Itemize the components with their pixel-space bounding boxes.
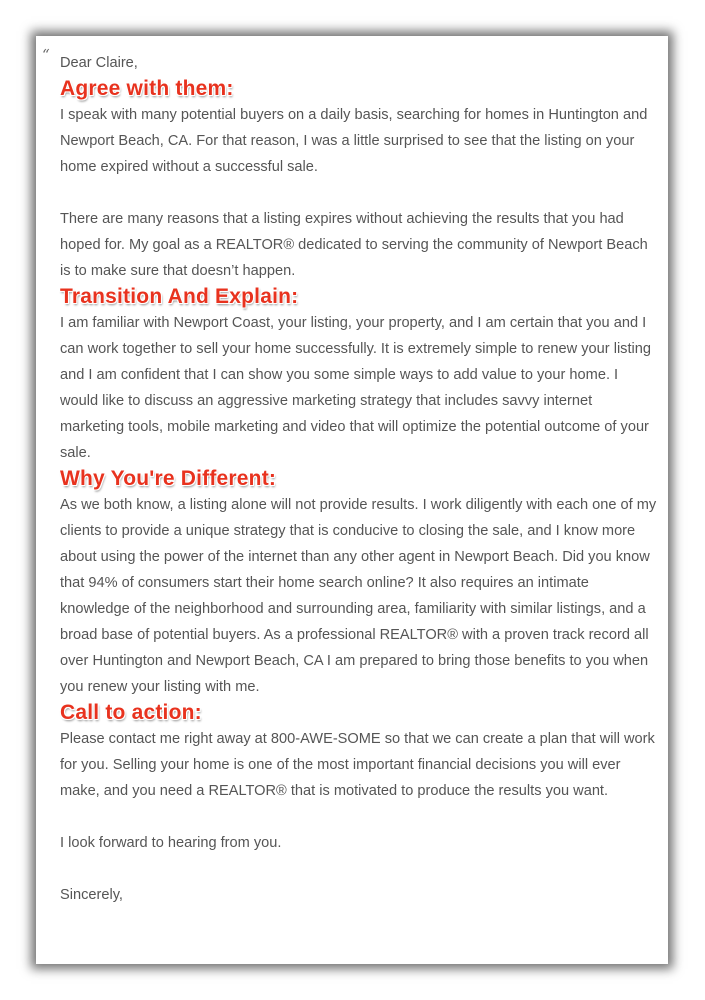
letter-body bbox=[60, 50, 660, 908]
paragraph-agree-1: I speak with many potential buyers on a daily basis, searching for homes in Huntington and Newport Beach, CA. For that reason, I was a little surprised to see that the listing on your home expired without a successful sale. bbox=[60, 107, 648, 175]
sign-off: Sincerely, bbox=[60, 887, 123, 903]
paragraph-different: As we both know, a listing alone will not provide results. I work diligently with each one of my clients to provide a unique strategy that is conducive to closing the sale, and I know more about using the power of the internet than any other agent in Newport Beach. Did you know that 94% of consumers start their home search online? It also requires an intimate knowledge of the neighborhood and surrounding area, familiarity with similar listings, and a broad base of potential buyers. As a professional REALTOR® with a proven track record all over Huntington and Newport Beach, CA I am prepared to bring those benefits to you when you renew your listing with me. bbox=[60, 497, 657, 695]
letter-card bbox=[36, 36, 668, 964]
section-heading-agree: Agree with them: bbox=[60, 77, 234, 100]
section-heading-call-to-action: Call to action: bbox=[60, 701, 202, 724]
section-heading-transition: Transition And Explain: bbox=[60, 285, 299, 308]
paragraph-transition: I am familiar with Newport Coast, your listing, your property, and I am certain that you and I can work together to sell your home successfully. It is extremely simple to renew your listing and I am confident that I can show you some simple ways to add value to your home. I would like to discuss an aggressive marketing strategy that includes savvy internet marketing tools, mobile marketing and video that will optimize the potential outcome of your sale. bbox=[60, 315, 652, 461]
paragraph-call-to-action: Please contact me right away at 800-AWE-SOME so that we can create a plan that will work for you. Selling your home is one of the most important financial decisions you will ever make, and you need a REALTOR® that is motivated to produce the results you want. bbox=[60, 731, 655, 799]
greeting: Dear Claire, bbox=[60, 55, 138, 71]
section-heading-different: Why You're Different: bbox=[60, 467, 277, 490]
closing-line: I look forward to hearing from you. bbox=[60, 835, 282, 851]
quote-mark-icon: “ bbox=[42, 46, 50, 64]
paragraph-agree-2: There are many reasons that a listing expires without achieving the results that you had hoped for. My goal as a REALTOR® dedicated to serving the community of Newport Beach is to make sure that doesn’t happen. bbox=[60, 211, 648, 279]
